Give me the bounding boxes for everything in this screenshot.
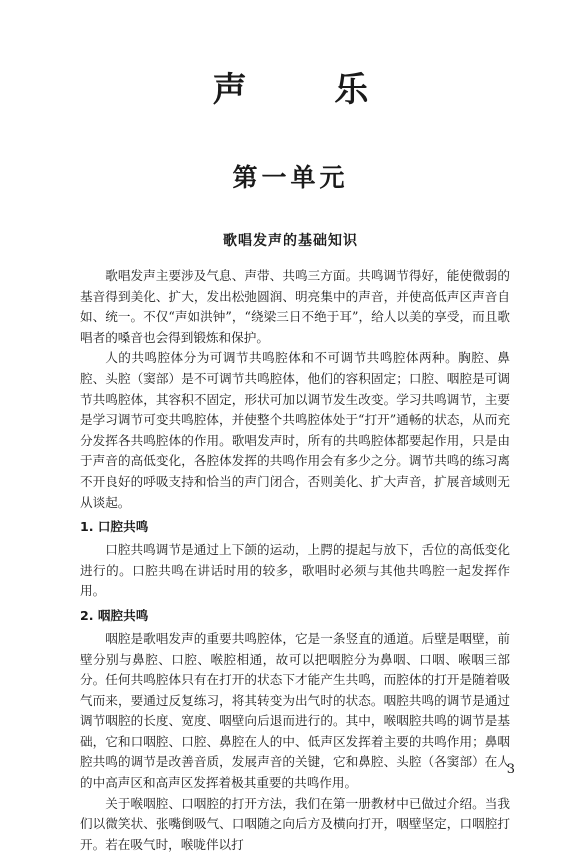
page-title: 声 乐 [212,70,407,110]
unit-title: 第一单元 [232,163,349,192]
paragraph: 关于喉咽腔、口咽腔的打开方法，我们在第一册教材中已做过介绍。当我们以微笑状、张嘴倒吸气、口咽随之向后方及横向打开，咽壁坚定，口咽腔打开。若在吸气时，喉咙伴以打 [80,795,510,852]
subheading-pharyngeal-resonance: 2. 咽腔共鸣 [80,607,149,623]
body-text [80,266,510,855]
paragraph: 歌唱发声主要涉及气息、声带、共鸣三方面。共鸣调节得好，能使微弱的基音得到美化、扩大，发出松弛圆润、明亮集中的声音，并使高低声区声音自如、统一。不仅“声如洪钟”，“绕梁三日不绝于耳”，给人以美的享受，而且歌唱者的嗓音也会得到锻炼和保护。 [80,268,510,345]
paragraph: 口腔共鸣调节是通过上下颌的运动，上腭的提起与放下，舌位的高低变化进行的。口腔共鸣在讲话时用的较多，歌唱时必须与其他共鸣腔一起发挥作用。 [80,542,510,599]
section-title: 歌唱发声的基础知识 [223,233,358,249]
page-number: 3 [506,762,515,777]
paragraph: 人的共鸣腔体分为可调节共鸣腔体和不可调节共鸣腔体两种。胸腔、鼻腔、头腔（窦部）是不可调节共鸣腔体，他们的容积固定；口腔、咽腔是可调节共鸣腔体，其容积不固定，形状可加以调节发生改变。学习共鸣调节，主要是学习调节可变共鸣腔体，并使整个共鸣腔体处于“打开”通畅的状态，从而充分发挥各共鸣腔体的作用。歌唱发声时，所有的共鸣腔体都要起作用，只是由于声音的高低变化，各腔体发挥的共鸣作用会有多少之分。调节共鸣的练习离不开良好的呼吸支持和恰当的声门闭合，否则美化、扩大声音，扩展音域则无从谈起。 [80,350,510,510]
paragraph: 咽腔是歌唱发声的重要共鸣腔体，它是一条竖直的通道。后壁是咽壁，前壁分别与鼻腔、口腔、喉腔相通，故可以把咽腔分为鼻咽、口咽、喉咽三部分。任何共鸣腔体只有在打开的状态下才能产生共鸣，而腔体的打开是随着吸气而来，要通过反复练习，将其转变为出气时的状态。咽腔共鸣的调节是通过调节咽腔的长度、宽度、咽壁向后退而进行的。其中，喉咽腔共鸣的调节是基础，它和口咽腔、口腔、鼻腔在人的中、低声区发挥着主要的共鸣作用；鼻咽腔共鸣的调节是改善音质，发展声音的关键，它和鼻腔、头腔（各窦部）在人的中高声区和高声区发挥着极其重要的共鸣作用。 [80,630,510,791]
subheading-oral-resonance: 1. 口腔共鸣 [80,519,149,535]
